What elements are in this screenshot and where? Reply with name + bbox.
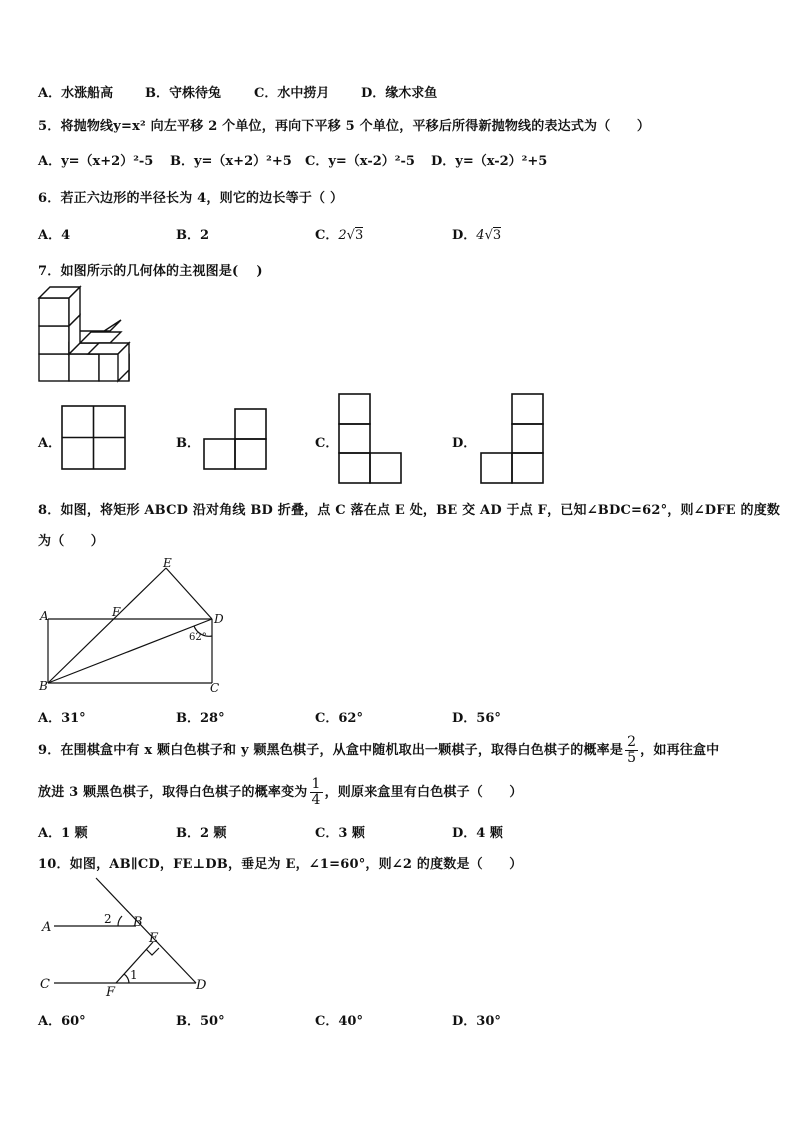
- q8-label-c: C: [210, 681, 220, 695]
- q8-rectangle-fold-figure: [36, 554, 236, 694]
- q8-option-c: C．62°: [315, 711, 363, 726]
- q10-option-a: A．60°: [38, 1014, 86, 1029]
- q7-option-c-figure: [338, 393, 404, 485]
- q10-option-c: C．40°: [315, 1014, 363, 1029]
- q9-stem-part1: 9．在围棋盒中有 x 颗白色棋子和 y 颗黑色棋子，从盒中随机取出一颗棋子，取得白色棋子的概率是: [38, 743, 624, 758]
- q9-option-c: C．3 颗: [315, 826, 365, 841]
- q9-frac2-num: 1: [311, 776, 321, 792]
- q10-label-c: C: [40, 977, 50, 992]
- q9-option-a: A．1 颗: [38, 826, 88, 841]
- q4-option-c: C．水中捞月: [254, 86, 330, 101]
- q10-option-d: D．30°: [452, 1014, 501, 1029]
- q5-stem: 5．将抛物线y=x² 向左平移 2 个单位，再向下平移 5 个单位，平移后所得新抛物线的表达式为（ ）: [38, 119, 651, 134]
- q9-stem-line1: [38, 731, 719, 771]
- q10-stem: 10．如图，AB∥CD，FE⊥DB，垂足为 E，∠1=60°，则∠2 的度数是（ ）: [38, 857, 523, 872]
- q6-stem: 6．若正六边形的半径长为 4，则它的边长等于（ ）: [38, 191, 344, 206]
- q10-parallel-lines-figure: [36, 876, 216, 1001]
- q6-option-a: A．4: [38, 228, 71, 243]
- q10-label-one: 1: [130, 968, 138, 982]
- q8-option-d: D．56°: [452, 711, 501, 726]
- q8-option-b: B．28°: [176, 711, 225, 726]
- q6-option-d-prefix: D．: [452, 228, 477, 243]
- q7-solid-figure: [36, 284, 136, 384]
- q9-stem-part3: 放进 3 颗黑色棋子，取得白色棋子的概率变为: [38, 785, 308, 800]
- q9-frac2-den: 4: [311, 792, 321, 808]
- q6-option-c: [315, 224, 363, 243]
- q9-fraction-one-quarter: [310, 777, 323, 808]
- q8-label-f: F: [112, 605, 121, 619]
- q9-frac1-den: 5: [627, 750, 637, 766]
- q10-label-f: F: [106, 985, 116, 1000]
- q7-option-d-figure: [480, 393, 546, 485]
- q6-option-d-radicand: 3: [492, 228, 502, 243]
- q6-option-c-prefix: C．: [315, 228, 339, 243]
- q9-option-b: B．2 颗: [176, 826, 227, 841]
- q8-label-e: E: [163, 556, 172, 570]
- q10-option-b: B．50°: [176, 1014, 225, 1029]
- q7-option-a-figure: [61, 405, 127, 471]
- q5-option-b: B．y=（x+2）²+5: [170, 154, 292, 169]
- q10-label-two: 2: [104, 912, 112, 926]
- q10-label-b: B: [133, 915, 143, 930]
- q4-option-d: D．缘木求鱼: [361, 86, 438, 101]
- q8-stem-line1: 8．如图，将矩形 ABCD 沿对角线 BD 折叠，点 C 落在点 E 处，BE 交 AD 于点 F，已知∠BDC=62°，则∠DFE 的度数: [38, 503, 781, 518]
- q9-fraction-two-fifths: [625, 735, 638, 766]
- q7-option-c-label: C．: [315, 436, 339, 451]
- q10-label-d: D: [196, 978, 207, 993]
- q9-frac1-num: 2: [627, 734, 637, 750]
- q9-stem-part4: ，则原来盒里有白色棋子（ ）: [324, 785, 523, 800]
- q10-label-e: E: [149, 931, 159, 946]
- q9-option-d: D．4 颗: [452, 826, 503, 841]
- q8-label-d: D: [214, 612, 224, 626]
- q4-option-b: B．守株待兔: [145, 86, 221, 101]
- q7-option-d-label: D．: [452, 436, 477, 451]
- q7-option-b-figure: [203, 408, 269, 472]
- sqrt-sign: √: [484, 228, 493, 243]
- q4-option-a: A．水涨船高: [38, 86, 114, 101]
- q9-stem-part2: ，如再往盒中: [640, 743, 720, 758]
- q8-label-a: A: [40, 609, 49, 623]
- q10-label-a: A: [42, 920, 52, 935]
- q6-option-c-radicand: 3: [354, 228, 364, 243]
- q7-stem: 7．如图所示的几何体的主视图是( ): [38, 264, 263, 279]
- q5-option-c: C．y=（x-2）²-5: [305, 154, 415, 169]
- q6-option-c-coef: 2: [338, 228, 347, 243]
- q6-option-d: [452, 224, 501, 243]
- q5-option-a: A．y=（x+2）²-5: [38, 154, 154, 169]
- q8-angle-label: 62°: [189, 632, 207, 643]
- q7-option-b-label: B．: [176, 436, 200, 451]
- q8-option-a: A．31°: [38, 711, 86, 726]
- q8-label-b: B: [39, 679, 48, 693]
- q5-option-d: D．y=（x-2）²+5: [431, 154, 548, 169]
- q6-option-b: B．2: [176, 228, 210, 243]
- q9-stem-line2: [38, 773, 523, 813]
- q6-option-d-coef: 4: [476, 228, 485, 243]
- sqrt-sign: √: [346, 228, 355, 243]
- q8-stem-line2: 为（ ）: [38, 534, 105, 549]
- q7-option-a-label: A．: [38, 436, 62, 451]
